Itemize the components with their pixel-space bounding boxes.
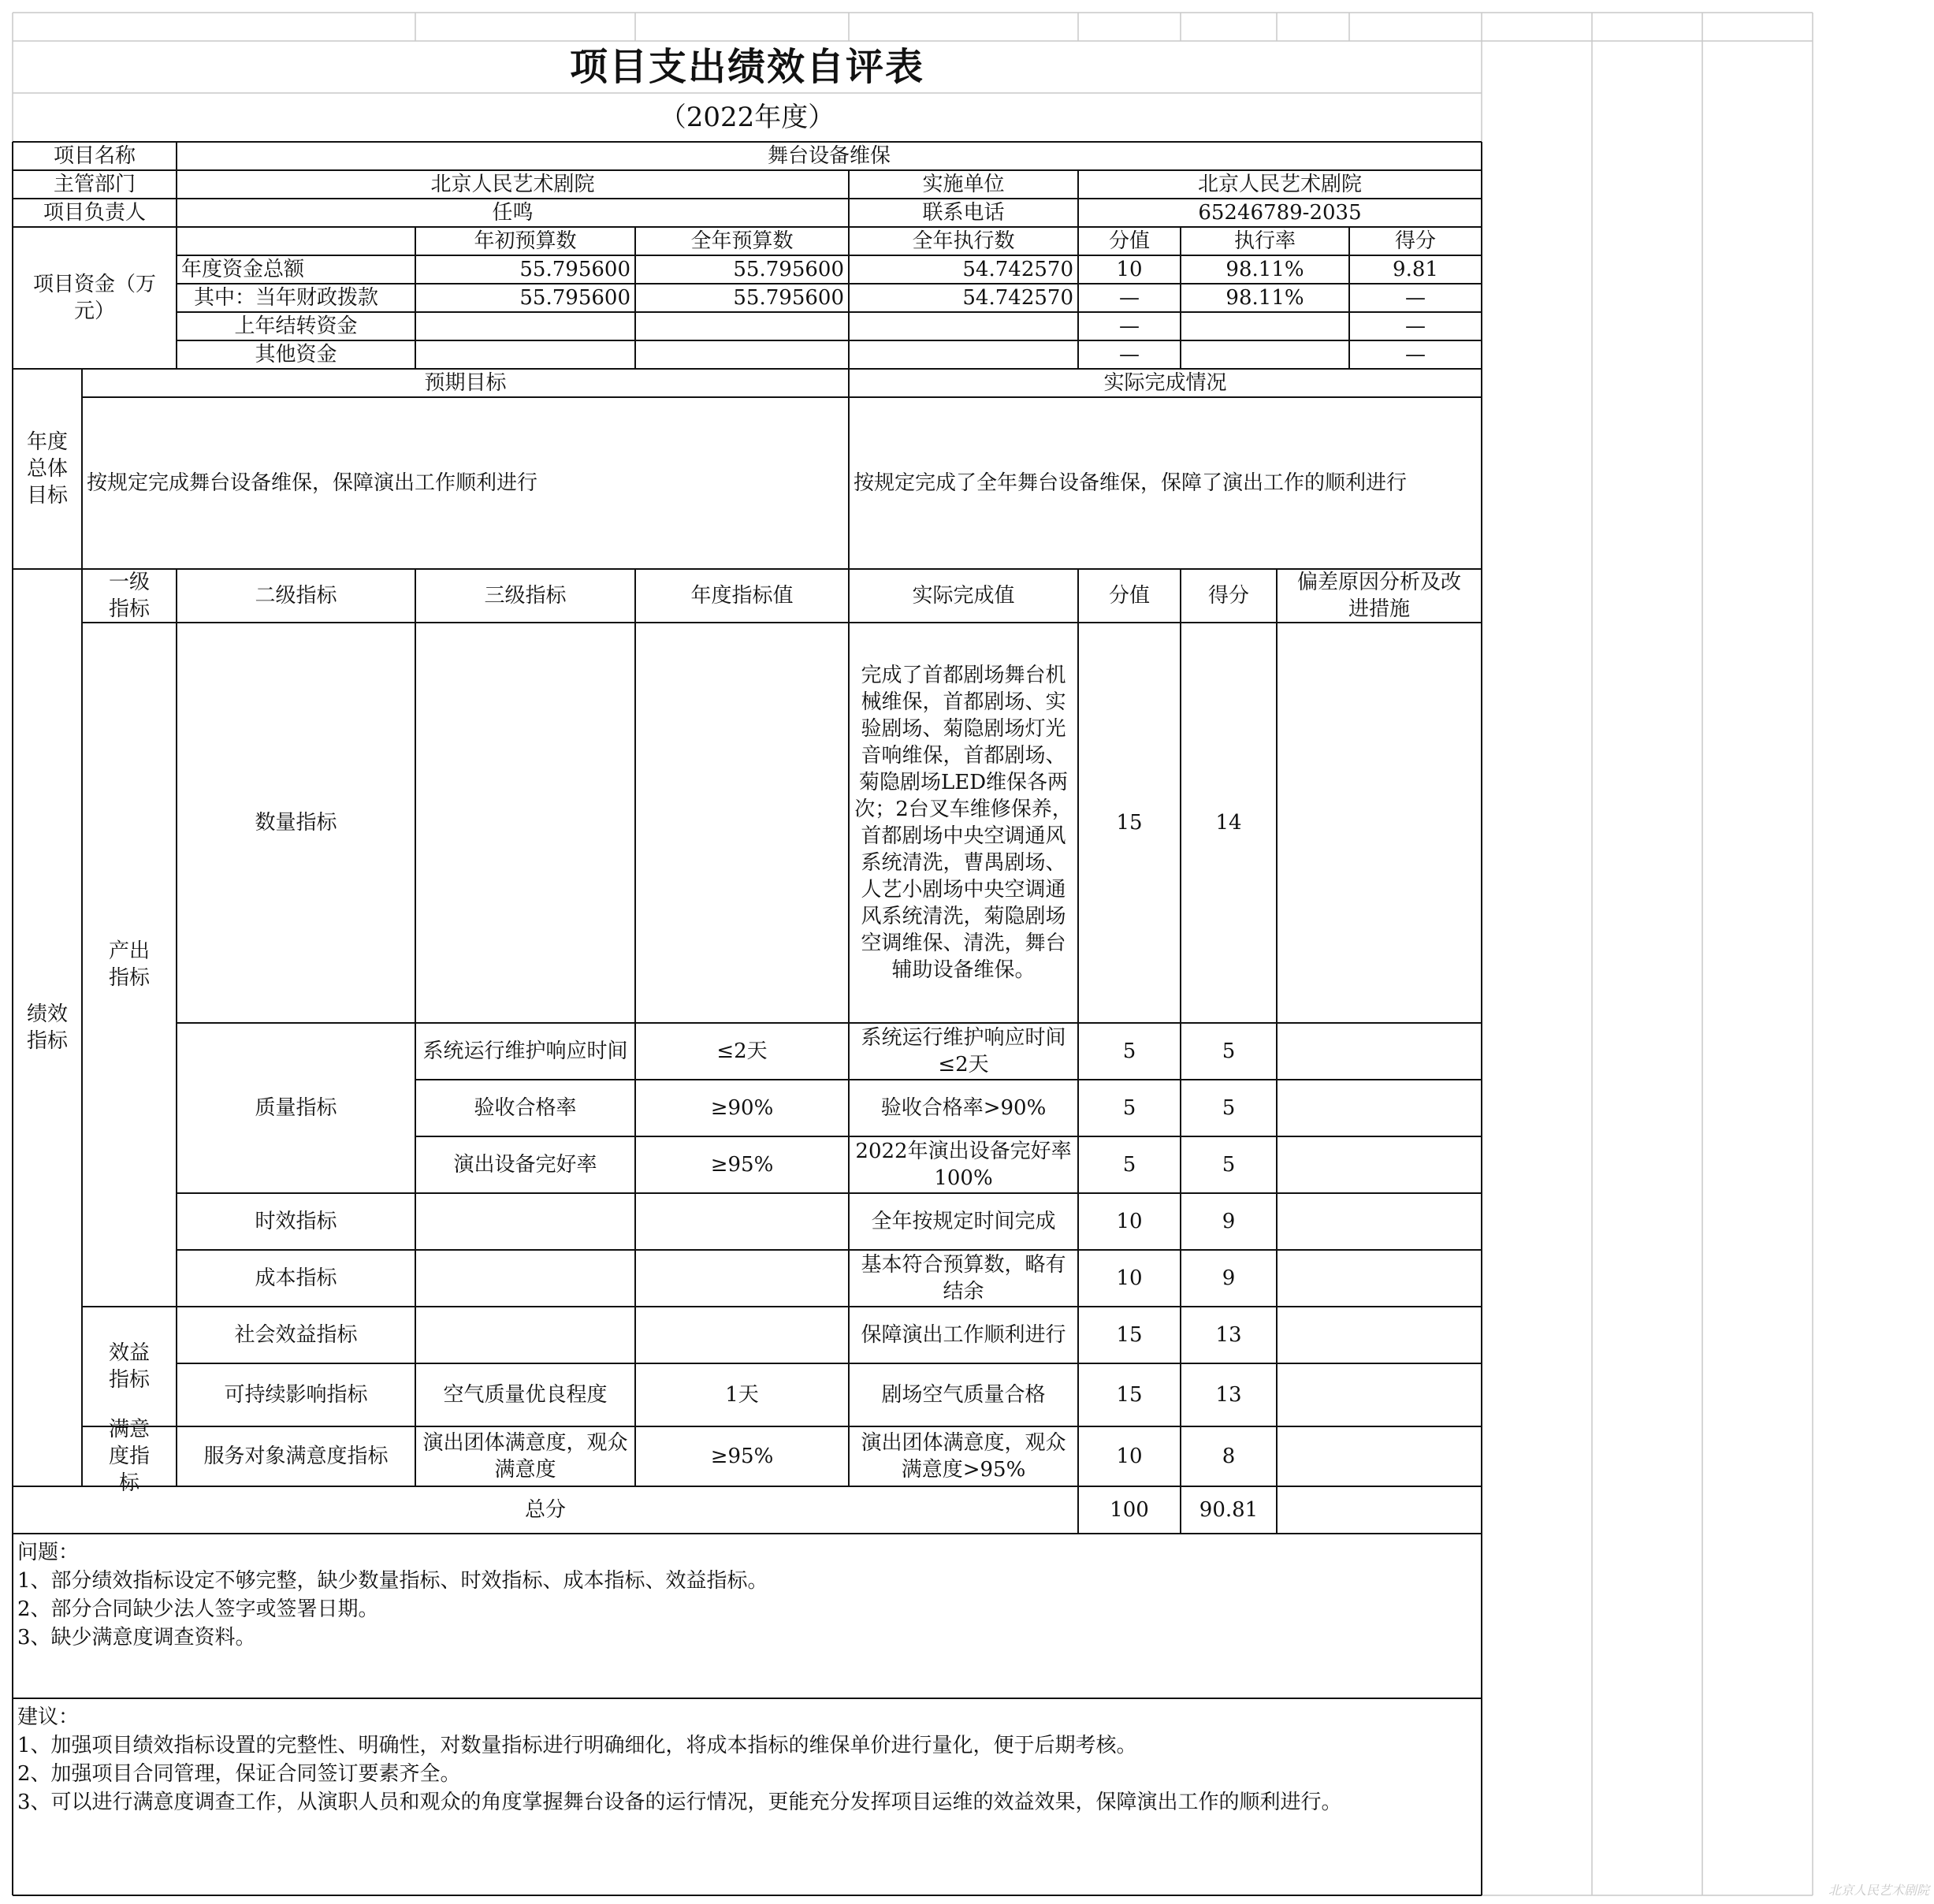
header-l1: 一级指标 <box>108 571 150 621</box>
note-cell <box>1277 1426 1482 1486</box>
total-score: 100 <box>1110 1498 1149 1522</box>
target-cell: 1天 <box>725 1383 759 1407</box>
target-cell: ≥95% <box>710 1445 774 1468</box>
goals-actual: 按规定完成了全年舞台设备维保，保障了演出工作的顺利进行 <box>854 471 1408 495</box>
header-l3: 三级指标 <box>484 584 567 608</box>
target-cell <box>635 1193 849 1250</box>
score-cell: 5 <box>1122 1096 1136 1120</box>
got-cell: 9 <box>1222 1210 1236 1233</box>
got-cell: 5 <box>1222 1153 1236 1177</box>
l1-satisfaction: 满意度指标 <box>108 1418 150 1495</box>
funds-cell: 55.795600 <box>733 286 844 310</box>
funds-cell <box>1181 312 1349 340</box>
leader-value: 任鸣 <box>492 201 534 225</box>
l3-cell: 演出团体满意度，观众满意度 <box>422 1431 628 1482</box>
l2-sustainable: 可持续影响指标 <box>224 1383 368 1407</box>
funds-cell: — <box>1119 314 1140 338</box>
funds-cell <box>849 312 1078 340</box>
got-cell: 13 <box>1215 1383 1242 1407</box>
target-cell: ≤2天 <box>716 1039 768 1063</box>
l3-cell <box>415 1250 635 1307</box>
l3-cell <box>415 623 635 1023</box>
l3-cell: 验收合格率 <box>474 1096 577 1120</box>
note-cell <box>1277 1363 1482 1426</box>
score-cell: 10 <box>1116 1266 1143 1290</box>
l2-timeliness: 时效指标 <box>255 1210 337 1233</box>
funds-cell: — <box>1405 343 1426 366</box>
total-label: 总分 <box>524 1498 566 1522</box>
project-name-value: 舞台设备维保 <box>767 144 891 168</box>
got-cell: 14 <box>1215 811 1242 835</box>
dept-label: 主管部门 <box>53 173 136 196</box>
note-cell <box>1277 623 1482 1023</box>
funds-cell: — <box>1405 286 1426 310</box>
l2-quality: 质量指标 <box>255 1096 337 1120</box>
funds-cell <box>415 340 635 369</box>
funds-cell: — <box>1119 286 1140 310</box>
l3-cell <box>415 1193 635 1250</box>
dept-value: 北京人民艺术剧院 <box>430 173 595 196</box>
indicators-label: 绩效指标 <box>27 1002 69 1053</box>
l2-service: 服务对象满意度指标 <box>203 1445 389 1468</box>
got-cell: 5 <box>1222 1096 1236 1120</box>
impl-value: 北京人民艺术剧院 <box>1197 173 1362 196</box>
funds-cell: 9.81 <box>1393 258 1438 281</box>
note-cell <box>1277 1080 1482 1136</box>
actual-cell: 系统运行维护响应时间≤2天 <box>861 1026 1066 1077</box>
actual-cell: 2022年演出设备完好率100% <box>855 1140 1072 1190</box>
funds-header-got: 得分 <box>1394 229 1436 253</box>
funds-row-label: 其他资金 <box>255 343 337 366</box>
l2-cost: 成本指标 <box>255 1266 337 1290</box>
funds-cell: 54.742570 <box>962 286 1073 310</box>
target-cell: ≥95% <box>710 1153 774 1177</box>
note-cell <box>1277 1136 1482 1193</box>
l3-cell: 系统运行维护响应时间 <box>422 1039 628 1063</box>
funds-cell <box>1181 340 1349 369</box>
funds-cell: 98.11% <box>1225 286 1304 310</box>
actual-cell: 演出团体满意度，观众满意度>95% <box>861 1431 1066 1482</box>
score-cell: 15 <box>1116 1383 1143 1407</box>
funds-row-label: 其中：当年财政拨款 <box>194 286 379 310</box>
project-name-label: 项目名称 <box>53 144 136 168</box>
l1-benefit: 效益指标 <box>108 1341 150 1392</box>
funds-cell: — <box>1119 343 1140 366</box>
got-cell: 5 <box>1222 1039 1236 1063</box>
header-l2: 二级指标 <box>255 584 337 608</box>
goals-actual-header: 实际完成情况 <box>1103 371 1227 395</box>
funds-cell: 55.795600 <box>519 286 630 310</box>
actual-cell: 剧场空气质量合格 <box>881 1383 1046 1407</box>
target-cell <box>635 1307 849 1363</box>
funds-cell: 55.795600 <box>519 258 630 281</box>
got-cell: 8 <box>1222 1445 1236 1468</box>
header-note: 偏差原因分析及改进措施 <box>1296 571 1461 621</box>
funds-label: 项目资金（万元） <box>32 273 156 323</box>
note-cell <box>1277 1250 1482 1307</box>
header-score: 分值 <box>1108 584 1150 608</box>
score-cell: 5 <box>1122 1153 1136 1177</box>
suggestions-text: 建议： 1、加强项目绩效指标设置的完整性、明确性，对数量指标进行明确细化，将成本指标的维保单价进行量化，便于后期考核。 2、加强项目合同管理，保证合同签订要素齐全。 3、可以进行满意度调查工作，从演职人员和观众的角度掌握舞台设备的运行情况，更能充分发挥项目运维的效益效果，保障演出工作的顺利进行。 <box>17 1705 1342 1814</box>
l3-cell <box>415 1307 635 1363</box>
note-cell <box>1277 1193 1482 1250</box>
target-cell <box>635 1250 849 1307</box>
year-label: （2022年度） <box>659 102 835 133</box>
funds-cell <box>635 340 849 369</box>
goals-expected: 按规定完成舞台设备维保，保障演出工作顺利进行 <box>87 471 538 495</box>
actual-cell: 保障演出工作顺利进行 <box>861 1323 1066 1347</box>
score-cell: 15 <box>1116 811 1143 835</box>
impl-label: 实施单位 <box>922 173 1005 196</box>
actual-cell: 全年按规定时间完成 <box>871 1210 1056 1233</box>
l2-quantity: 数量指标 <box>255 811 337 835</box>
goals-label: 年度总体目标 <box>27 430 69 508</box>
funds-header-rate: 执行率 <box>1233 229 1296 253</box>
funds-header-executed: 全年执行数 <box>912 229 1015 253</box>
funds-cell <box>415 312 635 340</box>
score-cell: 10 <box>1116 1445 1143 1468</box>
l3-cell: 演出设备完好率 <box>453 1153 597 1177</box>
problems-text: 问题： 1、部分绩效指标设定不够完整，缺少数量指标、时效指标、成本指标、效益指标。 2、部分合同缺少法人签字或签署日期。 3、缺少满意度调查资料。 <box>17 1541 768 1649</box>
funds-cell: — <box>1405 314 1426 338</box>
goals-expected-header: 预期目标 <box>424 371 507 395</box>
funds-cell: 98.11% <box>1225 258 1304 281</box>
score-cell: 15 <box>1116 1323 1143 1347</box>
note-cell <box>1277 1023 1482 1080</box>
score-cell: 10 <box>1116 1210 1143 1233</box>
funds-cell: 54.742570 <box>962 258 1073 281</box>
funds-header-annual: 全年预算数 <box>690 229 794 253</box>
funds-cell <box>635 312 849 340</box>
leader-label: 项目负责人 <box>43 201 146 225</box>
funds-row-label: 年度资金总额 <box>181 258 305 281</box>
funds-row-label: 上年结转资金 <box>234 314 358 338</box>
note-cell <box>1277 1307 1482 1363</box>
funds-cell <box>849 340 1078 369</box>
score-cell: 5 <box>1122 1039 1136 1063</box>
header-target: 年度指标值 <box>690 584 794 608</box>
page-title: 项目支出绩效自评表 <box>569 45 924 89</box>
l1-output: 产出指标 <box>108 939 150 990</box>
target-cell: ≥90% <box>710 1096 774 1120</box>
phone-value: 65246789-2035 <box>1198 201 1362 225</box>
funds-header-initial: 年初预算数 <box>474 229 577 253</box>
funds-header-score: 分值 <box>1108 229 1150 253</box>
funds-cell: 55.795600 <box>733 258 844 281</box>
l3-cell: 空气质量优良程度 <box>443 1383 608 1407</box>
got-cell: 13 <box>1215 1323 1242 1347</box>
actual-cell: 基本符合预算数，略有结余 <box>861 1253 1066 1303</box>
got-cell: 9 <box>1222 1266 1236 1290</box>
l2-social: 社会效益指标 <box>234 1323 358 1347</box>
target-cell <box>635 623 849 1023</box>
total-got: 90.81 <box>1199 1498 1259 1522</box>
watermark-logo: 北京人民艺术剧院 <box>1828 1883 1930 1898</box>
header-got: 得分 <box>1207 584 1249 608</box>
header-actual: 实际完成值 <box>912 584 1015 608</box>
actual-cell: 验收合格率>90% <box>880 1096 1047 1120</box>
actual-cell: 完成了首都剧场舞台机械维保，首都剧场、实验剧场、菊隐剧场灯光音响维保，首都剧场、菊隐剧场LED维保各两次；2台叉车维修保养，首都剧场中央空调通风系统清洗，曹禺剧场、人艺小剧场中央空调通风系统清洗，菊隐剧场空调维保、清洗，舞台辅助设备维保。 <box>854 664 1073 982</box>
funds-cell: 10 <box>1116 258 1143 281</box>
phone-label: 联系电话 <box>922 201 1005 225</box>
